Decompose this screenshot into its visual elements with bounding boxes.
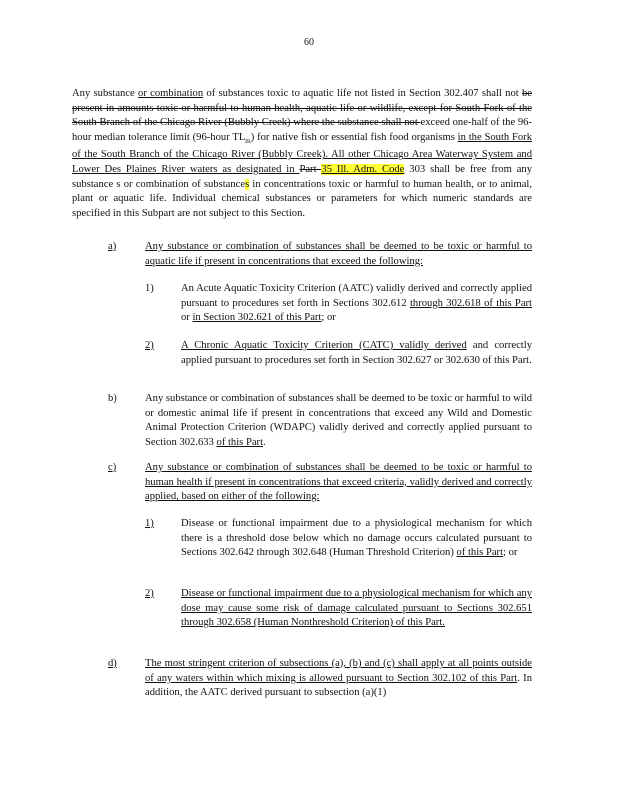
inserted-text: The most stringent criterion of subsections (a), (b) and (c) shall apply at all points outside of any waters within which mixing is allowed pursuant to Section 302.102 xyxy=(145,658,532,684)
item-c2-label: 2) xyxy=(145,588,154,599)
intro-text: in concentrations toxic or harmful to human health, or to animal, plant or aquatic life. Individual chemical substances or parameters for which numeric standards are specified in this Subpart are not subject to this Section. xyxy=(72,178,532,219)
item-c2-text: Disease or functional impairment due to a physiological mechanism for which any dose may cause some risk of damage calculated pursuant to Sections 302.651 through 302.658 (Human Nonthreshold Criterion) of this Part. xyxy=(181,588,532,629)
inserted-text: A Chronic Aquatic Toxicity Criterion (CATC) validly derived xyxy=(181,340,467,351)
item-text: ; or xyxy=(503,547,518,559)
item-a1-text xyxy=(181,282,532,326)
subsection-b-text xyxy=(145,392,532,450)
item-text: ; or xyxy=(321,312,336,324)
inserted-text: of this Part xyxy=(456,547,504,559)
subsection-b-label: b) xyxy=(108,393,117,404)
item-text: Any substance or combination of substances shall be deemed to be toxic or harmful to wild or domestic animal life if present in concentrations that exceed any Wild and Domestic Animal Protection Criterion (WDAPC) validly derived and correctly applied pursuant to Section 302.633 xyxy=(145,393,532,448)
intro-text: ) for native fish or essential fish food organisms xyxy=(250,131,458,143)
intro-text: s or combination of substance xyxy=(113,178,246,190)
inserted-text: in Section 302.621 of this Part xyxy=(192,312,322,324)
intro-paragraph xyxy=(72,87,532,221)
item-a1-label: 1) xyxy=(145,283,154,294)
highlighted-inserted-text: 35 Ill. Adm. Code xyxy=(321,164,405,176)
subsection-c-text: Any substance or combination of substances shall be deemed to be toxic or harmful to human health if present in concentrations that exceed criteria, validly derived and correctly applied, based on either of the following: xyxy=(145,462,532,503)
item-text: . In addition, the AATC derived pursuant to subsection (a)(1) xyxy=(145,672,533,699)
subsection-d-label: d) xyxy=(108,658,117,669)
item-text: . xyxy=(263,436,266,448)
subsection-d-text xyxy=(145,657,532,701)
subsection-a-text: Any substance or combination of substances shall be deemed to be toxic or harmful to aquatic life if present in concentrations that exceed the following: xyxy=(145,241,532,267)
page-number: 60 xyxy=(304,37,314,48)
item-text: An Acute Aquatic Toxicity Criterion (AATC) validly derived and correctly applied pursuant to procedures set forth in Sections 302.612 xyxy=(181,283,532,309)
highlighted-text: s xyxy=(245,178,250,190)
item-a2-text xyxy=(181,339,532,368)
inserted-text: of this Part xyxy=(469,672,518,684)
inserted-text: of this Part xyxy=(216,436,264,448)
intro-text: Any substance xyxy=(72,88,139,99)
inserted-text: in the South Fork of the South Branch of the Chicago River (Bubbly Creek). All other Chicago Area Waterway System and Lower Des Plaines River waters as designated in xyxy=(72,131,532,176)
intro-text: 303 shall be free from any substance xyxy=(72,164,533,190)
intro-text: of substances toxic to aquatic life not listed in Section 302.407 shall not xyxy=(203,88,522,99)
item-text: and correctly applied pursuant to procedures set forth in Section 302.627 or 302.630 of this Part xyxy=(181,340,532,366)
deleted-text: be present in amounts toxic or harmful to human health, aquatic life or wildlife, except for South Fork of the South Branch of the Chicago River (Bubbly Creek) where the substance shall not xyxy=(72,88,532,129)
subscript-text: m xyxy=(245,136,251,145)
subsection-a-label: a) xyxy=(108,241,117,252)
item-c1-text xyxy=(181,517,532,561)
item-text: or xyxy=(181,312,193,324)
deleted-text: Part xyxy=(299,164,322,176)
item-text: Disease or functional impairment due to a physiological mechanism for which there is a threshold dose below which no damage occurs calculated pursuant to Sections 302.642 through 302.648 (Human Threshold Criterion) xyxy=(181,518,532,559)
item-a2-label: 2) xyxy=(145,340,154,351)
item-c1-label: 1) xyxy=(145,518,154,529)
inserted-text: or combination xyxy=(138,88,204,99)
subsection-c-label: c) xyxy=(108,462,117,473)
inserted-text: through 302.618 of this Part xyxy=(409,297,532,309)
item-text: . xyxy=(529,354,532,366)
intro-text: exceed one-half of the 96-hour median tolerance limit (96-hour TL xyxy=(72,117,532,143)
